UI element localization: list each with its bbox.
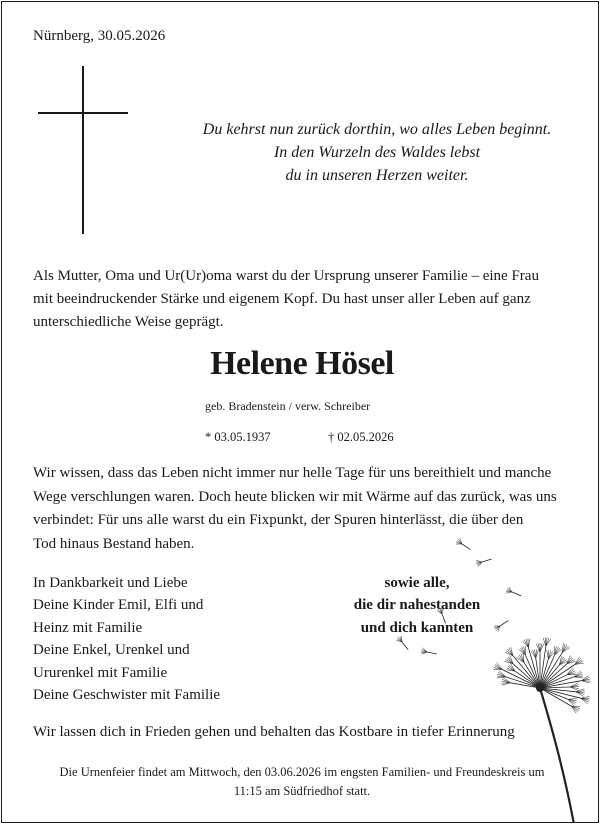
mourner-line: Heinz mit Familie <box>33 617 293 639</box>
mourners-list <box>33 572 293 706</box>
mourner-line: Ururenkel mit Familie <box>33 662 293 684</box>
mourner-line: Deine Kinder Emil, Elfi und <box>33 594 293 616</box>
mourner-line: Deine Enkel, Urenkel und <box>33 639 293 661</box>
message-line: Tod hinaus Bestand haben. <box>33 533 578 557</box>
maiden-name: geb. Bradenstein / verw. Schreiber <box>205 399 370 414</box>
intro-line: unterschiedliche Weise geprägt. <box>33 311 578 334</box>
obituary-notice <box>1 1 599 823</box>
message-line: Wege verschlungen waren. Doch heute blicken wir mit Wärme auf das zurück, was uns <box>33 486 578 510</box>
closing-line: Wir lassen dich in Frieden gehen und behalten das Kostbare in tiefer Erinnerung <box>33 724 515 741</box>
message-line: Wir wissen, dass das Leben nicht immer nur helle Tage für uns bereithielt und manche <box>33 462 578 486</box>
mourner-line: Deine Geschwister mit Familie <box>33 684 293 706</box>
memorial-verse <box>152 118 599 187</box>
verse-line: In den Wurzeln des Waldes lebst <box>152 141 599 164</box>
intro-line: Als Mutter, Oma und Ur(Ur)oma warst du der Ursprung unserer Familie – eine Frau <box>33 265 578 288</box>
service-line: Die Urnenfeier findet am Mittwoch, den 03.06.2026 im engsten Familien- und Freundeskreis um <box>2 763 599 782</box>
service-line: 11:15 am Südfriedhof statt. <box>2 782 599 801</box>
service-info <box>2 763 599 801</box>
verse-line: Du kehrst nun zurück dorthin, wo alles Leben beginnt. <box>152 118 599 141</box>
others-line: die dir nahestanden <box>332 594 502 616</box>
others-line: und dich kannten <box>332 617 502 639</box>
death-date: † 02.05.2026 <box>328 430 394 445</box>
birth-date: * 03.05.1937 <box>205 430 271 445</box>
others-line: sowie alle, <box>332 572 502 594</box>
notice-date: Nürnberg, 30.05.2026 <box>33 28 165 45</box>
intro-paragraph <box>33 265 578 334</box>
deceased-name: Helene Hösel <box>2 345 599 383</box>
others-block <box>332 572 502 639</box>
mourner-line: In Dankbarkeit und Liebe <box>33 572 293 594</box>
verse-line: du in unseren Herzen weiter. <box>152 164 599 187</box>
message-line: verbindet: Für uns alle warst du ein Fixpunkt, der Spuren hinterlässt, die über den <box>33 509 578 533</box>
intro-line: mit beeindruckender Stärke und eigenem Kopf. Du hast unser aller Leben auf ganz <box>33 288 578 311</box>
